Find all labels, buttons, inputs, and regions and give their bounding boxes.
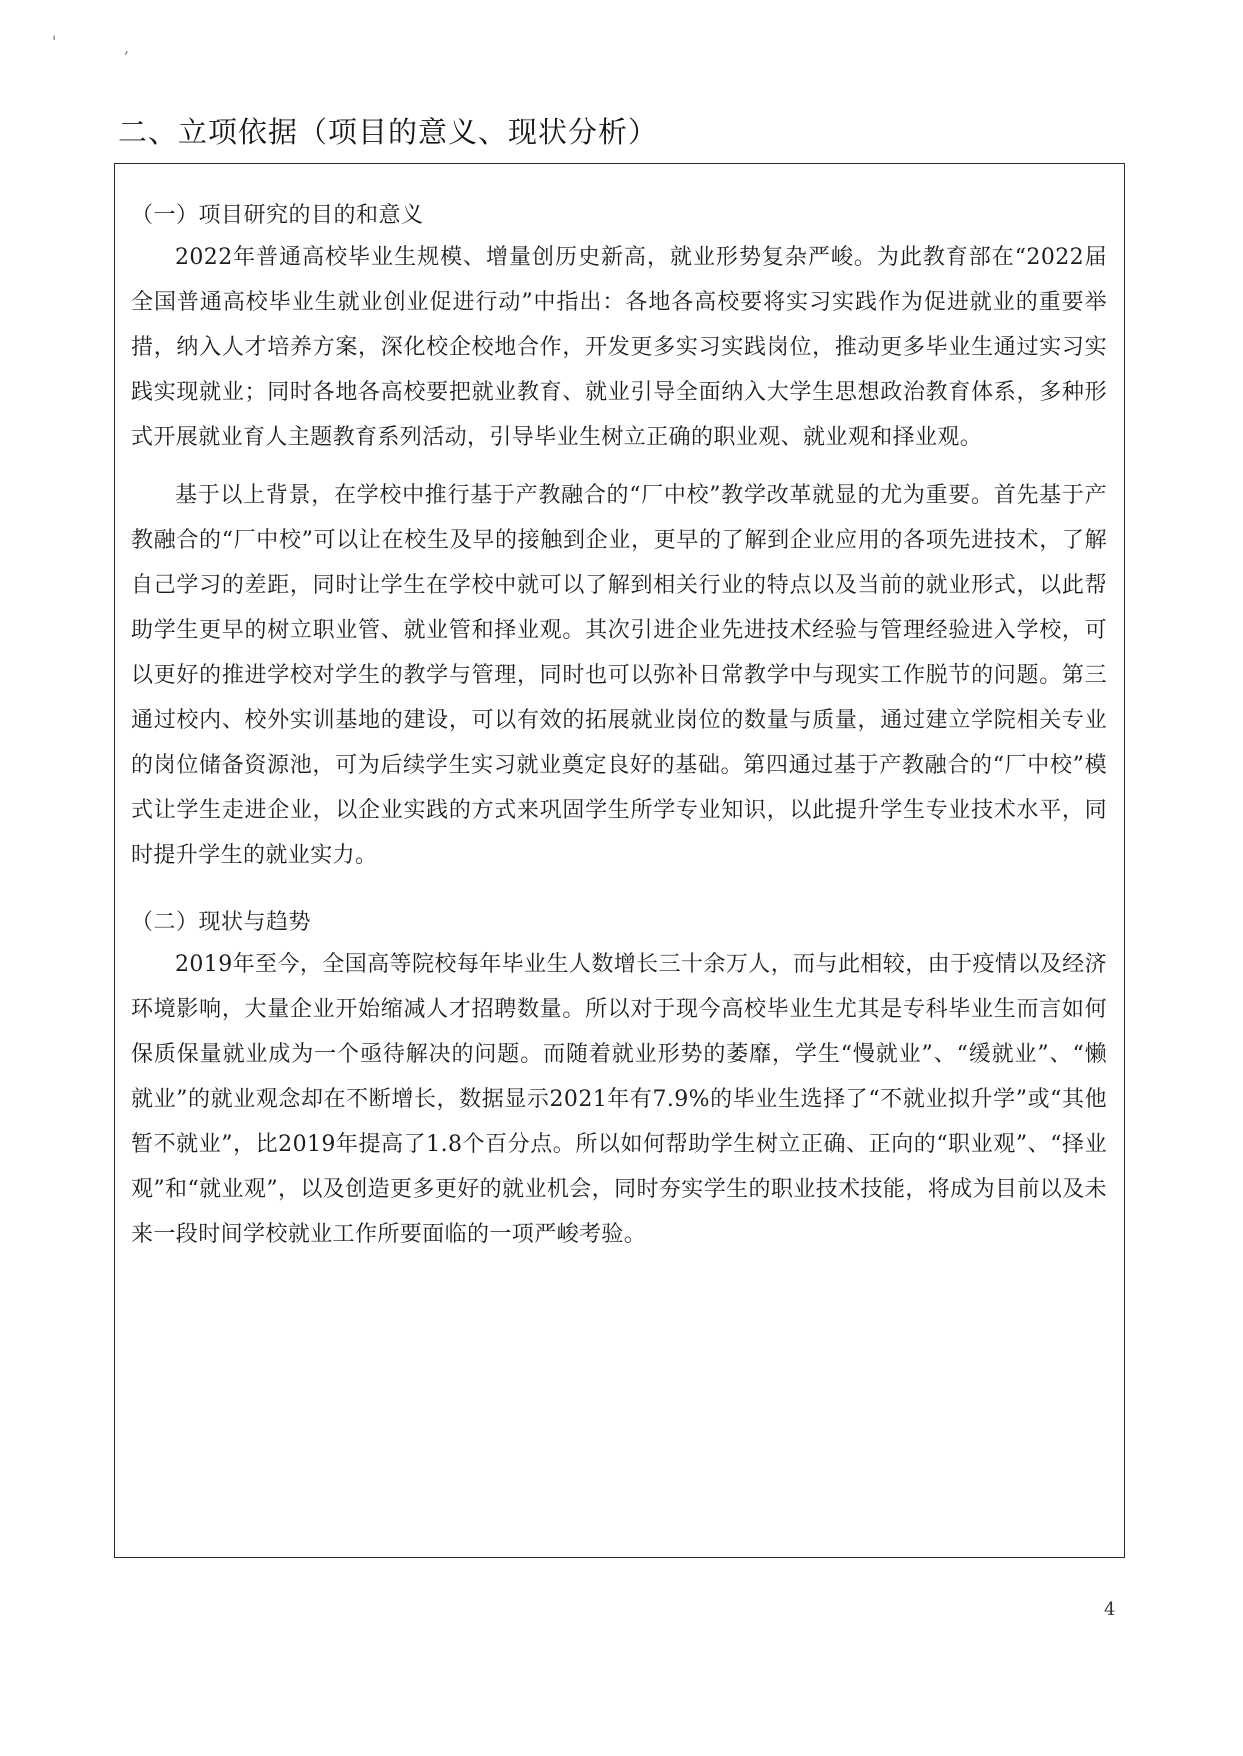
paragraph-significance: 基于以上背景，在学校中推行基于产教融合的“厂中校”教学改革就显的尤为重要。首先基于产教融合的“厂中校”可以让在校生及早的接触到企业，更早的了解到企业应用的各项先进技术，了解自己学习的差距，同时让学生在学校中就可以了解到相关行业的特点以及当前的就业形式，以此帮助学生更早的树立职业管、就业管和择业观。其次引进企业先进技术经验与管理经验进入学校，可以更好的推进学校对学生的教学与管理，同时也可以弥补日常教学中与现实工作脱节的问题。第三通过校内、校外实训基地的建设，可以有效的拓展就业岗位的数量与质量，通过建立学院相关专业的岗位储备资源池，可为后续学生实习就业奠定良好的基础。第四通过基于产教融合的“厂中校”模式让学生走进企业，以企业实践的方式来巩固学生所学专业知识，以此提升学生专业技术水平，同时提升学生的就业实力。 [131, 483, 1107, 868]
subsection-heading-status: （二）现状与趋势 [131, 910, 312, 935]
scan-speck-mark: , [124, 38, 130, 57]
scan-speck-mark: ' [52, 32, 57, 51]
subsection-heading-purpose: （一）项目研究的目的和意义 [131, 203, 424, 228]
paragraph-status-trend: 2019年至今，全国高等院校每年毕业生人数增长三十余万人，而与此相较，由于疫情以及经济环境影响，大量企业开始缩减人才招聘数量。所以对于现今高校毕业生尤其是专科毕业生而言如何保质保量就业成为一个亟待解决的问题。而随着就业形势的萎靡，学生“慢就业”、“缓就业”、“懒就业”的就业观念却在不断增长，数据显示2021年有7.9%的毕业生选择了“不就业拟升学”或“其他暂不就业”，比2019年提高了1.8个百分点。所以如何帮助学生树立正确、正向的“职业观”、“择业观”和“就业观”，以及创造更多更好的就业机会，同时夯实学生的职业技术技能，将成为目前以及未来一段时间学校就业工作所要面临的一项严峻考验。 [131, 952, 1107, 1247]
page-number: 4 [1104, 1599, 1116, 1620]
paragraph-background: 2022年普通高校毕业生规模、增量创历史新高，就业形势复杂严峻。为此教育部在“2022届全国普通高校毕业生就业创业促进行动”中指出：各地各高校要将实习实践作为促进就业的重要举措，纳入人才培养方案，深化校企校地合作，开发更多实习实践岗位，推动更多毕业生通过实习实践实现就业；同时各地各高校要把就业教育、就业引导全面纳入大学生思想政治教育体系，多种形式开展就业育人主题教育系列活动，引导毕业生树立正确的职业观、就业观和择业观。 [131, 245, 1107, 450]
section-heading: 二、立项依据（项目的意义、现状分析） [118, 115, 659, 149]
content-box [114, 163, 1125, 1558]
content-box-inner [115, 164, 1124, 1257]
